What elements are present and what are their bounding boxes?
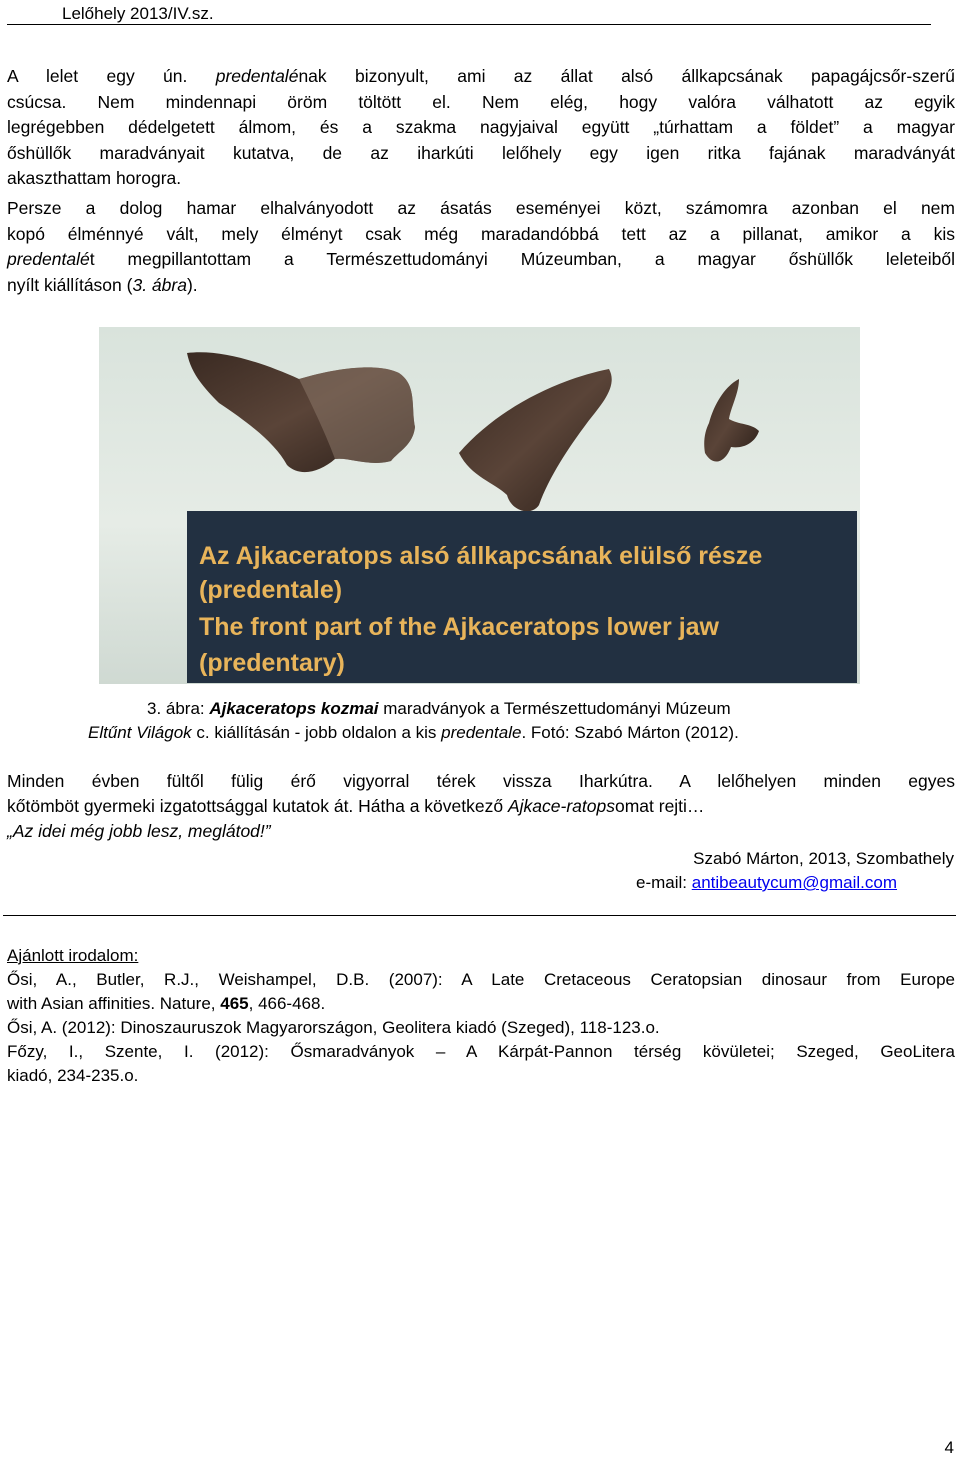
p1-line: őshüllők maradványait kutatva, de az iharkúti lelőhely egy igen ritka fajának maradványát (7, 142, 955, 163)
p1-line: akaszthattam horogra. (7, 168, 182, 188)
p2-line: predentalét megpillantottam a Természettudományi Múzeumban, a magyar őshüllők leleteiből (7, 249, 955, 269)
page-number: 4 (944, 1438, 954, 1457)
caption-line: Eltűnt Világok c. kiállításán - jobb oldalon a kis predentale. Fotó: Szabó Márton (2012). (88, 723, 739, 742)
paragraph-2 (7, 196, 955, 298)
paragraph-1 (7, 64, 955, 192)
fossil-photo (99, 327, 860, 684)
reference-3: Főzy, I., Szente, I. (2012): Ősmaradványok – A Kárpát-Pannon térség kövületei; Szeged, GeoLitera (7, 1042, 955, 1061)
sign-line-4: (predentary) (199, 649, 345, 677)
p2-line: Persze a dolog hamar elhalványodott az ásatás eseményei közt, számomra azonban el nem (7, 198, 955, 218)
caption-line: 3. ábra: Ajkaceratops kozmai maradványok a Természettudományi Múzeum (147, 699, 731, 718)
reference-1-cont: with Asian affinities. Nature, 465, 466-468. (7, 994, 326, 1013)
p1-line: legrégebben dédelgetett álmom, és a szakma nagyjaival együtt „túrhattam a földet” a magyar (7, 117, 955, 137)
p3-line: kőtömböt gyermeki izgatottsággal kutatok át. Hátha a következő Ajkace-ratopsomat rejti… (7, 796, 705, 816)
p2-line: nyílt kiállításon (3. ábra). (7, 274, 198, 295)
p3-quote: „Az idei még jobb lesz, meglátod!” (7, 821, 271, 841)
header-title: Lelőhely 2013/IV.sz. (62, 4, 214, 23)
p1-line: csúcsa. Nem mindennapi öröm töltött el. Nem elég, hogy valóra válhatott az egyik (7, 91, 955, 112)
p1-line: A lelet egy ún. predentalénak bizonyult, ami az állat alsó állkapcsának papagájcsőr-szerű (7, 66, 955, 86)
sign-line-1: Az Ajkaceratops alsó állkapcsának elülső része (199, 542, 763, 570)
literature (7, 944, 955, 1088)
divider (3, 915, 956, 916)
email-link[interactable]: antibeautycum@gmail.com (691, 873, 898, 892)
p3-line: Minden évben fültől fülig érő vigyorral térek vissza Iharkútra. A lelőhelyen minden egyes (7, 771, 955, 791)
page-header (7, 4, 931, 25)
sign-line-3: The front part of the Ajkaceratops lower jaw (199, 613, 719, 641)
p2-line: kopó élménnyé vált, mely élményt csak még maradandóbbá tett az a pillanat, amikor a kis (7, 223, 955, 244)
paragraph-3 (7, 769, 955, 844)
reference-2: Ősi, A. (2012): Dinoszauruszok Magyarországon, Geolitera kiadó (Szeged), 118-123.o. (7, 1018, 660, 1037)
signature-email-line: e-mail: antibeautycum@gmail.com (636, 873, 898, 892)
literature-heading: Ajánlott irodalom: (7, 946, 139, 965)
sign-line-2: (predentale) (199, 576, 343, 604)
reference-1: Ősi, A., Butler, R.J., Weishampel, D.B. (2007): A Late Cretaceous Ceratopsian dinosaur from Europe (7, 970, 955, 989)
figure-caption (88, 697, 888, 745)
signature-name: Szabó Márton, 2013, Szombathely (693, 849, 954, 868)
reference-3-cont: kiadó, 234-235.o. (7, 1066, 139, 1085)
signature (636, 847, 954, 895)
